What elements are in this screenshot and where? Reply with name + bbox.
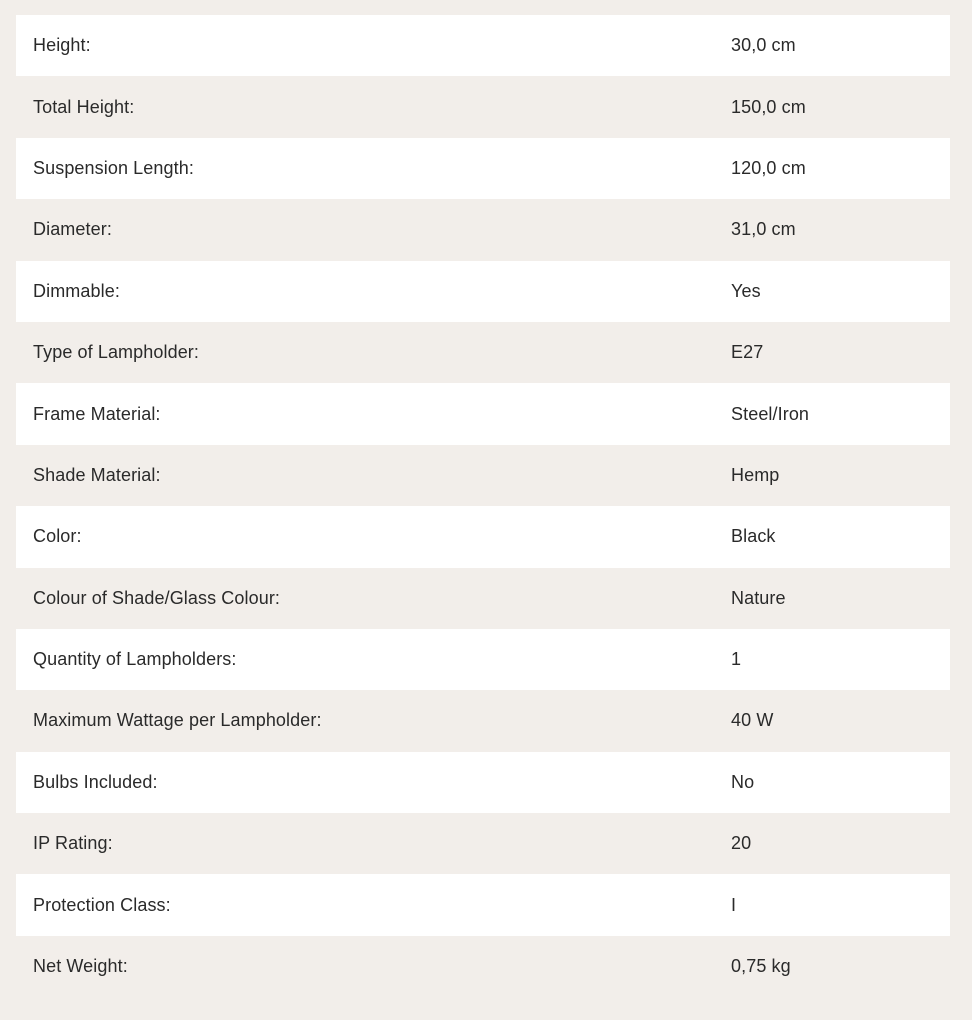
spec-value: 1 bbox=[731, 649, 742, 670]
spec-label: Color: bbox=[33, 526, 82, 547]
spec-row-net-weight bbox=[16, 936, 950, 997]
spec-value: I bbox=[731, 894, 737, 915]
spec-label: Dimmable: bbox=[33, 280, 120, 301]
spec-row-dimmable bbox=[16, 261, 950, 322]
spec-row-frame-material bbox=[16, 383, 950, 444]
spec-value: 40 W bbox=[731, 710, 774, 731]
spec-value: Black bbox=[731, 526, 776, 547]
spec-label: Quantity of Lampholders: bbox=[33, 649, 237, 670]
spec-value: Yes bbox=[731, 280, 761, 301]
spec-row-color bbox=[16, 506, 950, 567]
spec-label: Maximum Wattage per Lampholder: bbox=[33, 710, 322, 731]
spec-label: Protection Class: bbox=[33, 894, 171, 915]
spec-value: 30,0 cm bbox=[731, 35, 796, 56]
spec-value: Steel/Iron bbox=[731, 403, 810, 424]
spec-label: IP Rating: bbox=[33, 833, 113, 854]
spec-row-shade-colour bbox=[16, 568, 950, 629]
spec-row-ip-rating bbox=[16, 813, 950, 874]
spec-label: Net Weight: bbox=[33, 956, 128, 977]
spec-value: No bbox=[731, 771, 755, 792]
spec-table bbox=[16, 15, 950, 997]
spec-label: Frame Material: bbox=[33, 403, 161, 424]
spec-row-height bbox=[16, 15, 950, 76]
spec-value: Hemp bbox=[731, 464, 780, 485]
spec-label: Diameter: bbox=[33, 219, 112, 240]
spec-value: 20 bbox=[731, 833, 752, 854]
spec-value: E27 bbox=[731, 342, 764, 363]
spec-label: Total Height: bbox=[33, 96, 135, 117]
spec-row-suspension-length bbox=[16, 138, 950, 199]
spec-label: Height: bbox=[33, 35, 91, 56]
spec-label: Colour of Shade/Glass Colour: bbox=[33, 587, 281, 608]
spec-row-protection-class bbox=[16, 874, 950, 935]
spec-label: Type of Lampholder: bbox=[33, 342, 200, 363]
spec-label: Bulbs Included: bbox=[33, 771, 158, 792]
spec-row-lampholder-type bbox=[16, 322, 950, 383]
spec-value: 0,75 kg bbox=[731, 956, 791, 977]
spec-label: Shade Material: bbox=[33, 464, 161, 485]
spec-row-diameter bbox=[16, 199, 950, 260]
spec-label: Suspension Length: bbox=[33, 157, 194, 178]
spec-value: 150,0 cm bbox=[731, 96, 806, 117]
spec-row-total-height bbox=[16, 76, 950, 137]
spec-row-max-wattage bbox=[16, 690, 950, 751]
spec-row-bulbs-included bbox=[16, 752, 950, 813]
spec-row-shade-material bbox=[16, 445, 950, 506]
spec-value: 120,0 cm bbox=[731, 157, 806, 178]
spec-value: 31,0 cm bbox=[731, 219, 796, 240]
spec-row-lampholder-quantity bbox=[16, 629, 950, 690]
spec-value: Nature bbox=[731, 587, 786, 608]
